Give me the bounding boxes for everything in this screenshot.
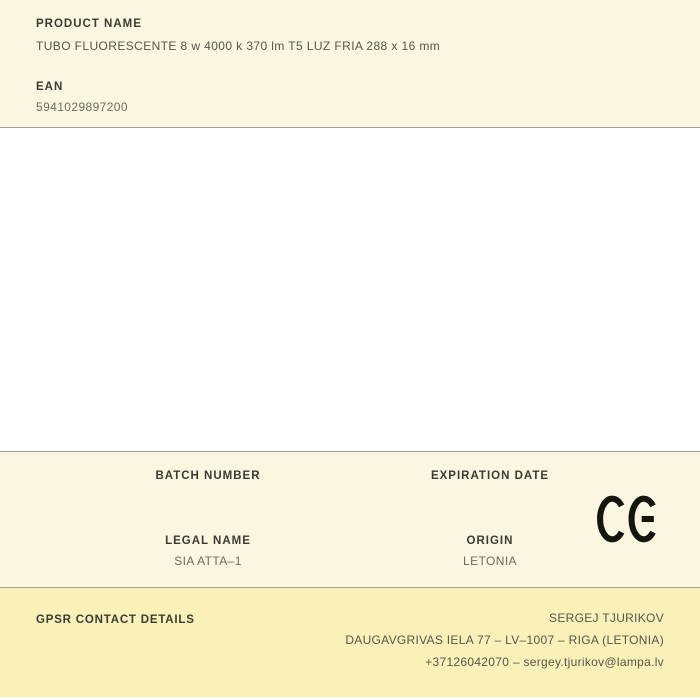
gpsr-contact-section bbox=[0, 588, 700, 697]
legal-name-label: LEGAL NAME bbox=[165, 535, 251, 547]
ean-label: EAN bbox=[36, 81, 64, 93]
batch-number-label: BATCH NUMBER bbox=[155, 470, 261, 482]
gpsr-contact-label: GPSR CONTACT DETAILS bbox=[36, 614, 195, 626]
contact-address: DAUGAVGRIVAS IELA 77 – LV–1007 – RIGA (LETONIA) bbox=[345, 633, 664, 647]
ean-value: 5941029897200 bbox=[36, 100, 128, 114]
contact-name: SERGEJ TJURIKOV bbox=[549, 611, 664, 625]
contact-details-block bbox=[345, 607, 664, 673]
blank-section bbox=[0, 128, 700, 451]
legal-name-value: SIA ATTA–1 bbox=[174, 554, 242, 568]
ce-mark-icon bbox=[597, 495, 665, 543]
origin-value: LETONIA bbox=[463, 554, 517, 568]
product-info-section bbox=[0, 0, 700, 128]
contact-phone-email: +37126042070 – sergey.tjurikov@lampa.lv bbox=[425, 655, 664, 669]
origin-label: ORIGIN bbox=[466, 535, 514, 547]
product-name-label: PRODUCT NAME bbox=[36, 18, 142, 30]
product-name-value: TUBO FLUORESCENTE 8 w 4000 k 370 lm T5 LUZ FRIA 288 x 16 mm bbox=[36, 39, 441, 53]
batch-details-section bbox=[0, 451, 700, 588]
expiration-date-label: EXPIRATION DATE bbox=[430, 470, 550, 482]
